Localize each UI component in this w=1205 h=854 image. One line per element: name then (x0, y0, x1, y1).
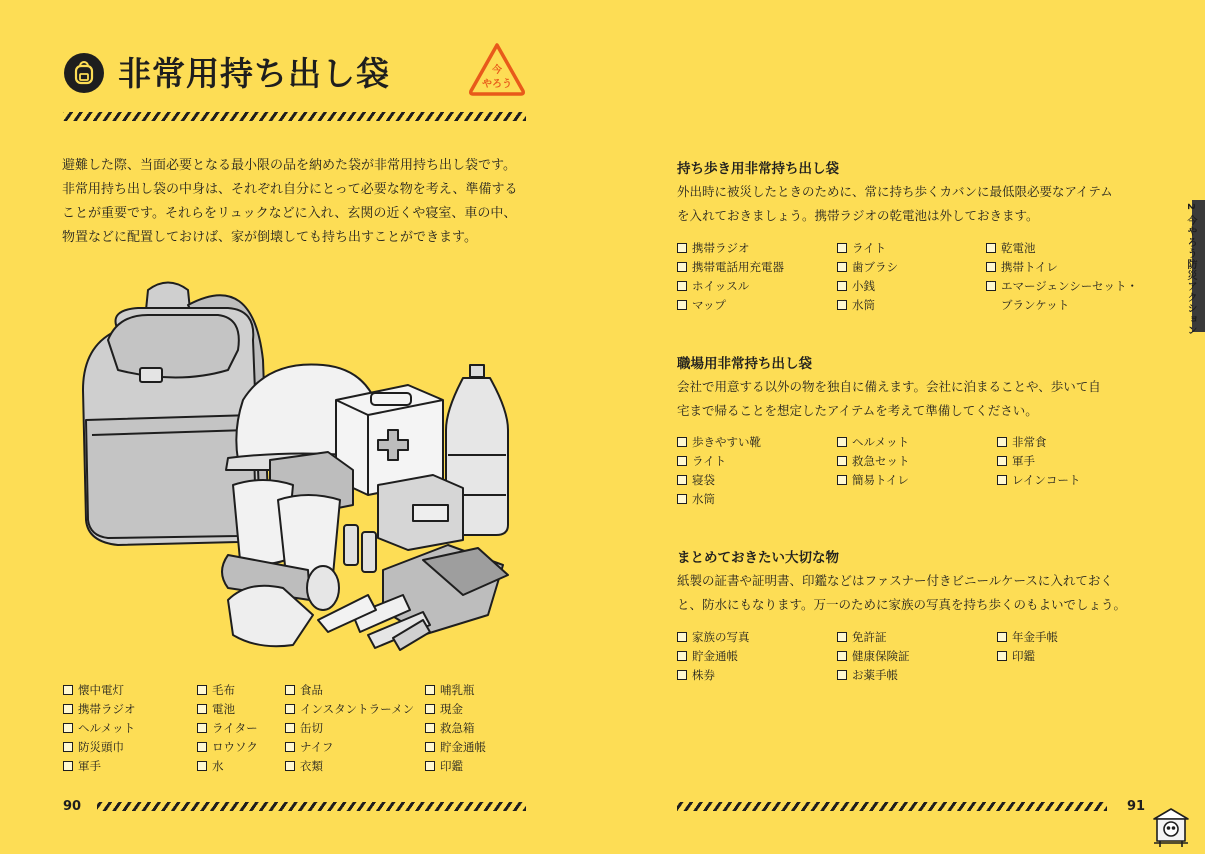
checkbox[interactable] (837, 456, 847, 466)
checklist-label: 貯金通帳 (440, 740, 486, 754)
checkbox[interactable] (677, 243, 687, 253)
intro-line: 非常用持ち出し袋の中身は、それぞれ自分にとって必要な物を考え、準備する (62, 182, 518, 197)
checkbox[interactable] (837, 300, 847, 310)
checklist-item[interactable] (677, 453, 726, 469)
page-number-right: 91 (1127, 799, 1146, 814)
checklist-label: 電池 (212, 702, 235, 716)
checklist-item[interactable] (997, 453, 1035, 469)
checklist-label: 株券 (692, 668, 715, 682)
checklist-item[interactable] (677, 629, 750, 645)
checkbox[interactable] (285, 723, 295, 733)
checklist-item[interactable] (677, 667, 715, 683)
section-body (677, 180, 1157, 228)
checklist-label: ライト (692, 454, 727, 468)
checkbox[interactable] (677, 437, 687, 447)
page-number-left: 90 (63, 799, 82, 814)
intro-line: 物置などに配置しておけば、家が倒壊しても持ち出すことができます。 (62, 230, 477, 245)
checklist-label: 軍手 (78, 759, 101, 773)
checklist-item[interactable] (986, 240, 1036, 256)
checkbox[interactable] (285, 704, 295, 714)
checklist-label: インスタントラーメン (300, 702, 415, 716)
checklist-item[interactable] (997, 629, 1058, 645)
checkbox[interactable] (63, 742, 73, 752)
body-line: 会社で用意する以外の物を独自に備えます。会社に泊まることや、歩いて自 (677, 379, 1101, 394)
checklist-label: ブランケット (1001, 298, 1070, 312)
checkbox[interactable] (63, 704, 73, 714)
checklist-label: 歩きやすい靴 (692, 435, 761, 449)
checklist-item[interactable] (837, 259, 898, 275)
checklist-label: 防災頭巾 (78, 740, 124, 754)
checkbox[interactable] (986, 262, 996, 272)
checkbox[interactable] (677, 262, 687, 272)
checklist-item[interactable] (677, 434, 761, 450)
checkbox[interactable] (677, 632, 687, 642)
checklist-label: 水 (212, 759, 224, 773)
title-divider (63, 112, 526, 121)
emergency-kit-illustration (78, 270, 523, 660)
checkbox[interactable] (197, 704, 207, 714)
checkbox[interactable] (63, 761, 73, 771)
checkbox[interactable] (63, 685, 73, 695)
badge-line2: やろう (482, 79, 512, 90)
checkbox[interactable] (986, 243, 996, 253)
checklist-label: 衣類 (300, 759, 323, 773)
checklist-item[interactable] (197, 739, 258, 755)
checkbox[interactable] (837, 475, 847, 485)
checkbox[interactable] (197, 761, 207, 771)
footer-divider-left (97, 802, 526, 811)
section-heading: 職場用非常持ち出し袋 (677, 356, 812, 372)
checkbox[interactable] (425, 761, 435, 771)
checklist-item[interactable] (986, 259, 1058, 275)
checklist-label: 携帯トイレ (1001, 260, 1058, 274)
checklist-item[interactable] (63, 701, 136, 717)
checklist-label: 毛布 (212, 683, 235, 697)
section-heading: まとめておきたい大切な物 (677, 550, 839, 566)
page-title: 非常用持ち出し袋 (118, 54, 390, 93)
checklist-item[interactable] (677, 278, 749, 294)
checkbox[interactable] (837, 651, 847, 661)
body-line: 外出時に被災したときのために、常に持ち歩くカバンに最低限必要なアイテム (677, 184, 1113, 199)
checkbox[interactable] (837, 632, 847, 642)
checklist-item[interactable] (677, 297, 726, 313)
chapter-title: 今やろう防災アクション (1185, 215, 1196, 337)
checklist-item[interactable] (997, 648, 1035, 664)
checklist-label: マップ (692, 298, 727, 312)
checkbox[interactable] (425, 723, 435, 733)
section-body (677, 375, 1157, 423)
checklist-item[interactable] (837, 629, 887, 645)
checklist-item[interactable] (197, 720, 258, 736)
checklist-item[interactable] (997, 472, 1080, 488)
checklist-label: 携帯ラジオ (78, 702, 136, 716)
checklist-label: 非常食 (1012, 435, 1047, 449)
checklist-label: ロウソク (212, 740, 258, 754)
checklist-item[interactable] (425, 701, 463, 717)
checklist-label: 簡易トイレ (852, 473, 909, 487)
checkbox[interactable] (425, 685, 435, 695)
chapter-label (1178, 203, 1198, 336)
checklist-item[interactable] (677, 259, 784, 275)
checklist-label: 救急箱 (440, 721, 475, 735)
checkbox[interactable] (285, 742, 295, 752)
checklist-label: 懐中電灯 (78, 683, 124, 697)
checklist-label: 携帯電話用充電器 (692, 260, 784, 274)
checklist-item[interactable] (285, 739, 333, 755)
checklist-item[interactable] (63, 682, 124, 698)
checklist-item[interactable] (285, 720, 323, 736)
now-badge (467, 41, 527, 97)
checklist-label: 現金 (440, 702, 463, 716)
footer-divider-right (677, 802, 1107, 811)
checkbox[interactable] (837, 243, 847, 253)
checkbox[interactable] (677, 651, 687, 661)
checklist-item[interactable] (197, 758, 224, 774)
body-line: を入れておきましょう。携帯ラジオの乾電池は外しておきます。 (677, 208, 1039, 223)
checklist-label: 家族の写真 (692, 630, 750, 644)
checklist-label: エマージェンシーセット・ (1001, 279, 1139, 293)
checklist-label: ヘルメット (78, 721, 136, 735)
checklist-item[interactable] (837, 648, 910, 664)
checkbox[interactable] (837, 670, 847, 680)
checklist-label: 印鑑 (440, 759, 463, 773)
checklist-item[interactable] (837, 434, 909, 450)
checklist-item[interactable] (677, 240, 750, 256)
checkbox[interactable] (677, 475, 687, 485)
checklist-label: お薬手帳 (852, 668, 898, 682)
checkbox[interactable] (197, 742, 207, 752)
checklist-label: 歯ブラシ (852, 260, 898, 274)
checkbox[interactable] (837, 262, 847, 272)
checklist-item[interactable] (425, 720, 475, 736)
checkbox[interactable] (997, 651, 1007, 661)
checklist-label: 軍手 (1012, 454, 1035, 468)
checkbox[interactable] (677, 456, 687, 466)
body-line: と、防水にもなります。万一のために家族の写真を持ち歩くのもよいでしょう。 (677, 597, 1127, 612)
checklist-item[interactable] (986, 278, 1138, 294)
section-heading: 持ち歩き用非常持ち出し袋 (677, 161, 839, 177)
checklist-item[interactable] (285, 758, 323, 774)
checklist-item[interactable] (837, 472, 909, 488)
checklist-label: 水筒 (692, 492, 715, 506)
checklist-item[interactable] (677, 472, 715, 488)
checklist-item[interactable] (63, 720, 135, 736)
checkbox[interactable] (677, 300, 687, 310)
checkbox[interactable] (63, 723, 73, 733)
checklist-label: ヘルメット (852, 435, 910, 449)
checklist-item[interactable] (837, 240, 886, 256)
chapter-number: 2 (1185, 203, 1196, 211)
checklist-label: 哺乳瓶 (440, 683, 475, 697)
checklist-item[interactable] (425, 682, 475, 698)
checklist-item[interactable] (837, 278, 875, 294)
checklist-label: 印鑑 (1012, 649, 1035, 663)
intro-line: ことが重要です。それらをリュックなどに入れ、玄関の近くや寝室、車の中、 (62, 206, 517, 221)
checklist-item[interactable] (63, 739, 124, 755)
checklist-label: 乾電池 (1001, 241, 1036, 255)
checkbox[interactable] (986, 281, 996, 291)
checkbox[interactable] (285, 761, 295, 771)
checklist-label: 食品 (300, 683, 323, 697)
checkbox[interactable] (677, 281, 687, 291)
checklist-item[interactable] (285, 701, 414, 717)
checklist-item-continued (1001, 297, 1069, 313)
mascot-icon (1150, 805, 1192, 849)
badge-line1: 今 (492, 65, 502, 76)
checklist-label: 缶切 (300, 721, 323, 735)
checklist-item[interactable] (837, 667, 898, 683)
checkbox[interactable] (997, 456, 1007, 466)
checklist-label: ライター (212, 721, 258, 735)
checklist-label: 小銭 (852, 279, 875, 293)
backpack-icon (64, 53, 104, 93)
checklist-item[interactable] (677, 491, 715, 507)
checklist-label: 携帯ラジオ (692, 241, 750, 255)
checkbox[interactable] (197, 685, 207, 695)
intro-text (62, 154, 542, 250)
checklist-label: レインコート (1012, 473, 1081, 487)
checklist-item[interactable] (197, 701, 235, 717)
checklist-label: ホイッスル (692, 279, 750, 293)
checklist-item[interactable] (425, 739, 486, 755)
checkbox[interactable] (677, 494, 687, 504)
checkbox[interactable] (285, 685, 295, 695)
checklist-label: 健康保険証 (852, 649, 910, 663)
checklist-item[interactable] (677, 648, 738, 664)
checkbox[interactable] (997, 632, 1007, 642)
checkbox[interactable] (997, 475, 1007, 485)
checklist-label: 救急セット (852, 454, 910, 468)
checkbox[interactable] (837, 437, 847, 447)
checklist-label: ナイフ (300, 740, 334, 754)
checklist-label: 年金手帳 (1012, 630, 1058, 644)
body-line: 紙製の証書や証明書、印鑑などはファスナー付きビニールケースに入れておく (677, 573, 1113, 588)
checklist-label: 貯金通帳 (692, 649, 738, 663)
checkbox[interactable] (425, 704, 435, 714)
checklist-label: 水筒 (852, 298, 875, 312)
checklist-item[interactable] (837, 453, 910, 469)
checklist-item[interactable] (997, 434, 1047, 450)
checklist-item[interactable] (197, 682, 235, 698)
checklist-item[interactable] (837, 297, 875, 313)
checklist-item[interactable] (425, 758, 463, 774)
checklist-label: 免許証 (852, 630, 887, 644)
checklist-item[interactable] (63, 758, 101, 774)
checkbox[interactable] (425, 742, 435, 752)
checklist-label: ライト (852, 241, 887, 255)
section-body (677, 569, 1157, 617)
intro-line: 避難した際、当面必要となる最小限の品を納めた袋が非常用持ち出し袋です。 (62, 158, 516, 173)
checkbox[interactable] (677, 670, 687, 680)
body-line: 宅まで帰ることを想定したアイテムを考えて準備してください。 (677, 403, 1038, 418)
checklist-item[interactable] (285, 682, 323, 698)
checkbox[interactable] (837, 281, 847, 291)
checkbox[interactable] (197, 723, 207, 733)
checkbox[interactable] (997, 437, 1007, 447)
checklist-label: 寝袋 (692, 473, 715, 487)
